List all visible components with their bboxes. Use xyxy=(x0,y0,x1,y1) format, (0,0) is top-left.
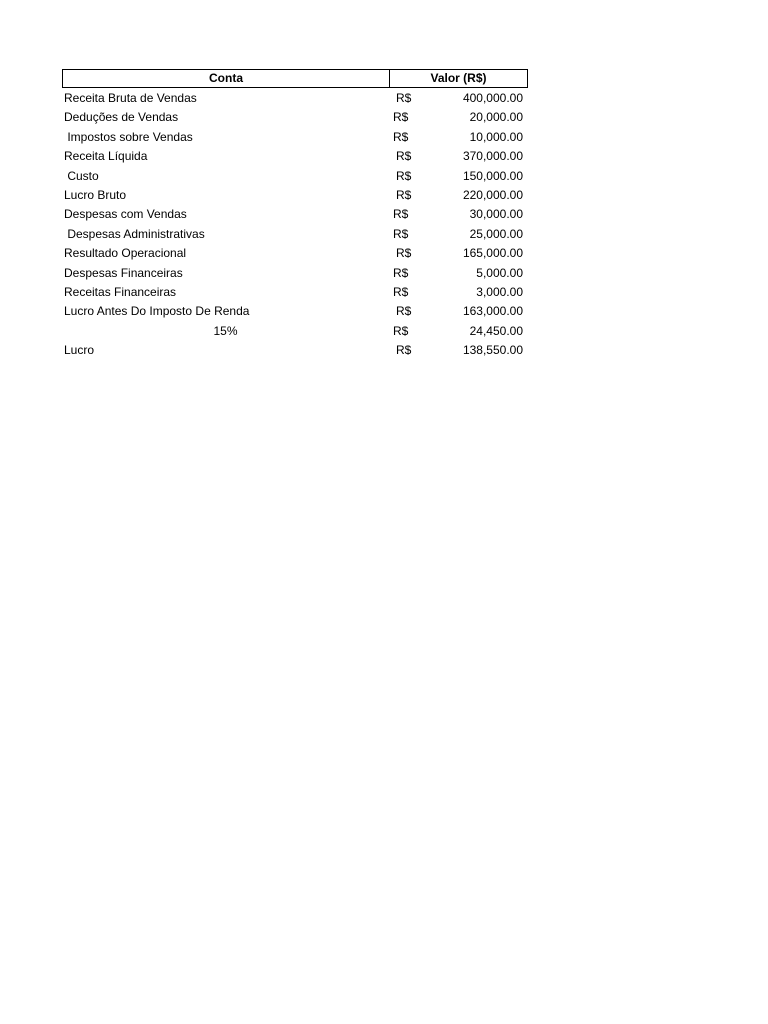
row-amount: 400,000.00 xyxy=(462,91,523,105)
row-amount: 25,000.00 xyxy=(469,226,523,241)
row-amount: 10,000.00 xyxy=(469,129,523,144)
row-amount: 163,000.00 xyxy=(462,304,523,319)
row-currency: R$ xyxy=(396,149,412,164)
row-label: Resultado Operacional xyxy=(64,246,187,261)
row-amount: 30,000.00 xyxy=(469,207,523,222)
row-label: Deduções de Vendas xyxy=(64,110,179,125)
row-label: Lucro xyxy=(64,343,95,358)
row-label: Lucro Bruto xyxy=(64,187,127,202)
row-amount: 220,000.00 xyxy=(462,187,523,202)
row-label: Custo xyxy=(64,168,99,183)
row-label: Lucro Antes Do Imposto De Renda xyxy=(64,304,250,319)
row-label: 15% xyxy=(213,323,238,338)
table-row xyxy=(62,225,528,244)
table-row xyxy=(62,108,528,127)
row-currency: R$ xyxy=(393,226,409,241)
row-label: Despesas Financeiras xyxy=(64,265,183,280)
row-amount: 3,000.00 xyxy=(476,284,523,299)
column-header-conta: Conta xyxy=(63,70,390,87)
row-amount: 370,000.00 xyxy=(462,149,523,164)
table-row xyxy=(62,186,528,205)
row-currency: R$ xyxy=(393,284,409,299)
table-row xyxy=(62,128,528,147)
row-currency: R$ xyxy=(393,207,409,222)
table-row xyxy=(62,205,528,224)
column-header-valor: Valor (R$) xyxy=(430,71,487,85)
row-amount: 138,550.00 xyxy=(462,343,523,358)
row-currency: R$ xyxy=(396,91,412,105)
table-row xyxy=(62,322,528,341)
row-amount: 24,450.00 xyxy=(469,323,523,338)
row-currency: R$ xyxy=(396,187,412,202)
row-currency: R$ xyxy=(393,129,409,144)
row-label: Despesas com Vendas xyxy=(64,207,187,222)
row-amount: 20,000.00 xyxy=(469,110,523,125)
row-label: Receita Líquida xyxy=(64,149,148,164)
row-currency: R$ xyxy=(393,110,409,125)
income-statement-table xyxy=(62,69,528,360)
table-row xyxy=(62,302,528,321)
table-row xyxy=(62,341,528,360)
row-label: Impostos sobre Vendas xyxy=(64,129,193,144)
row-amount: 165,000.00 xyxy=(462,246,523,261)
row-currency: R$ xyxy=(396,246,412,261)
row-currency: R$ xyxy=(396,343,412,358)
row-amount: 150,000.00 xyxy=(462,168,523,183)
table-row xyxy=(62,264,528,283)
table-body xyxy=(62,89,528,360)
row-label: Receita Bruta de Vendas xyxy=(64,91,197,105)
table-row xyxy=(62,89,528,108)
row-label: Despesas Administrativas xyxy=(64,226,205,241)
row-currency: R$ xyxy=(396,168,412,183)
row-currency: R$ xyxy=(393,265,409,280)
row-currency: R$ xyxy=(393,323,409,338)
table-row xyxy=(62,147,528,166)
row-label: Receitas Financeiras xyxy=(64,284,177,299)
table-row xyxy=(62,167,528,186)
row-currency: R$ xyxy=(396,304,412,319)
table-row xyxy=(62,283,528,302)
table-row xyxy=(62,244,528,263)
row-amount: 5,000.00 xyxy=(476,265,523,280)
table-header xyxy=(62,69,528,88)
